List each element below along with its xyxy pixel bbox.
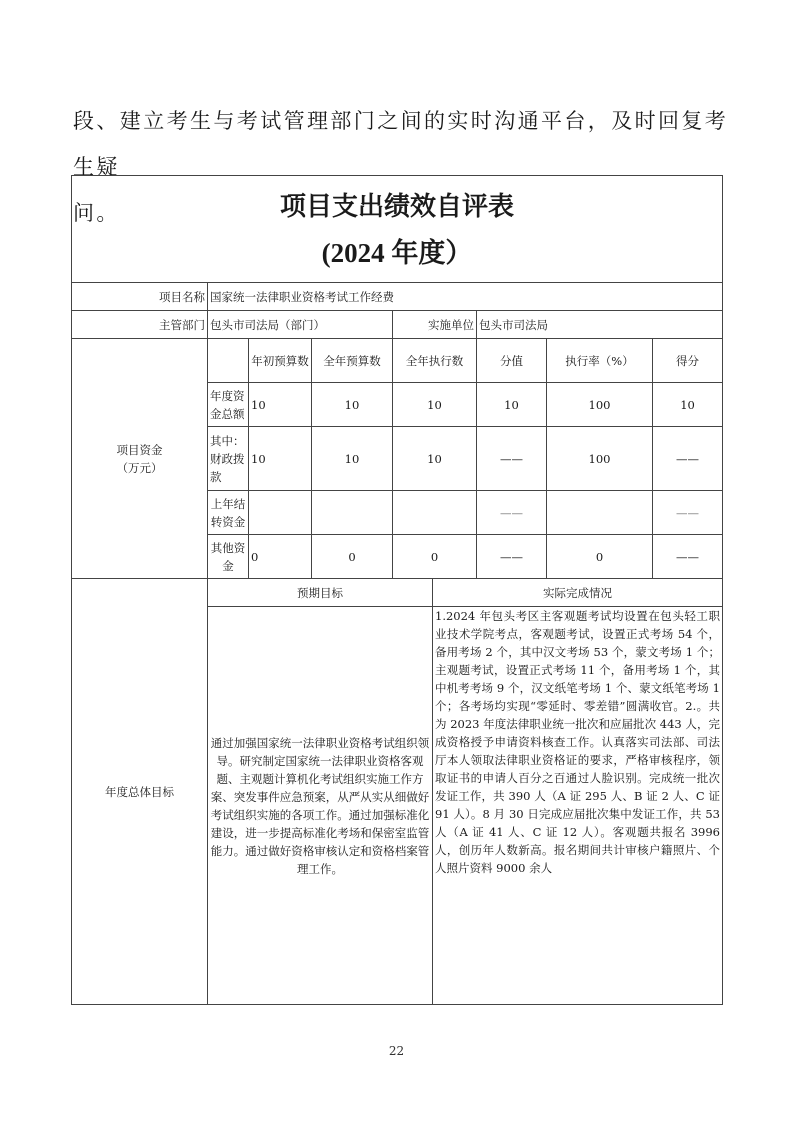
- project-name-label: 项目名称: [72, 283, 208, 311]
- intro-line-2: 问。: [73, 201, 120, 225]
- funds-cell: 10: [393, 427, 477, 491]
- funds-header: 执行率（%）: [547, 339, 653, 383]
- funds-cell: 100: [547, 427, 653, 491]
- table-title-cell: [72, 176, 723, 283]
- supervisor-label: 主管部门: [72, 311, 208, 339]
- expected-goal-text: 通过加强国家统一法律职业资格考试组织领导。研究制定国家统一法律职业资格客观题、主观题计算机化考试组织实施工作方案、突发事件应急预案，从严从实从细做好考试组织实施的各项工作。通过加强标准化建设，进一步提高标准化考场和保密室监管能力。通过做好资格审核认定和资格档案管理工作。: [208, 607, 433, 1005]
- funds-header: 全年预算数: [312, 339, 393, 383]
- funds-header: 全年执行数: [393, 339, 477, 383]
- project-name-value: 国家统一法律职业资格考试工作经费: [208, 283, 723, 311]
- expected-header: 预期目标: [208, 579, 433, 607]
- intro-line-1: 段、建立考生与考试管理部门之间的实时沟通平台，及时回复考生疑: [73, 109, 729, 179]
- performance-evaluation-table: [71, 175, 723, 579]
- table-title: 项目支出绩效自评表: [280, 192, 515, 222]
- funds-cell: 0: [547, 535, 653, 579]
- funds-row-name: 其他资金: [208, 535, 249, 579]
- funds-cell: 10: [653, 383, 723, 427]
- funds-header: 得分: [653, 339, 723, 383]
- funds-cell: ——: [477, 427, 547, 491]
- annual-goals-table: [71, 578, 723, 1005]
- actual-header: 实际完成情况: [433, 579, 723, 607]
- funds-cell: 10: [249, 427, 312, 491]
- funds-row-name: 其中：财政拨款: [208, 427, 249, 491]
- funds-cell: 10: [312, 427, 393, 491]
- actual-completion-text: 1.2024 年包头考区主客观题考试均设置在包头轻工职业技术学院考点，客观题考试，设置正式考场 54 个，备用考场 2 个，其中汉文考场 53 个，蒙文考场 1 个；主观题考试，设置正式考场 11 个，备用考场 1 个，其中机考考场 9 个，汉文纸笔考场 1 个、蒙文纸笔考场 1 个；各考场均实现“零延时、零差错”圆满收官。2.。共为 2023 年度法律职业统一批次和应届批次 443 人，完成资格授予申请资料核查工作。认真落实司法部、司法厅本人领取法律职业资格证的要求，严格审核程序，领取证书的申请人百分之百通过人脸识别。完成统一批次发证工作，共 390 人（A 证 295 人、B 证 2 人、C 证 91 人）。8 月 30 日完成应届批次集中发证工作，共 53 人（A 证 41 人、C 证 12 人）。客观题共报名 3996 人，创历年人数新高。报名期间共计审核户籍照片、个人照片资料 9000 余人: [433, 607, 723, 1005]
- page-number: 22: [388, 1044, 405, 1058]
- funds-cell: [249, 491, 312, 535]
- funds-row-name: 年度资金总额: [208, 383, 249, 427]
- funds-cell: [393, 491, 477, 535]
- funds-cell: 10: [393, 383, 477, 427]
- funds-cell: 10: [477, 383, 547, 427]
- funds-header: 分值: [477, 339, 547, 383]
- funds-cell: ——: [653, 427, 723, 491]
- implementer-label: 实施单位: [393, 311, 477, 339]
- funds-cell: ——: [653, 491, 723, 535]
- funds-cell: [312, 491, 393, 535]
- funds-cell: ——: [477, 491, 547, 535]
- funds-label-cell: [72, 339, 208, 579]
- funds-cell: 10: [312, 383, 393, 427]
- supervisor-value: 包头市司法局（部门）: [208, 311, 393, 339]
- funds-cell: 0: [312, 535, 393, 579]
- funds-cell: 10: [249, 383, 312, 427]
- funds-cell: [547, 491, 653, 535]
- funds-header: 年初预算数: [249, 339, 312, 383]
- implementer-value: 包头市司法局: [477, 311, 723, 339]
- funds-cell: 0: [249, 535, 312, 579]
- funds-cell: ——: [477, 535, 547, 579]
- funds-label: 项目资金: [116, 442, 163, 457]
- funds-unit: （万元）: [116, 460, 163, 475]
- funds-cell: 0: [393, 535, 477, 579]
- table-year: (2024 年度）: [321, 238, 473, 268]
- funds-row-name: 上年结转资金: [208, 491, 249, 535]
- goals-label: 年度总体目标: [72, 579, 208, 1005]
- funds-cell: 100: [547, 383, 653, 427]
- funds-cell: ——: [653, 535, 723, 579]
- funds-header-blank: [208, 339, 249, 383]
